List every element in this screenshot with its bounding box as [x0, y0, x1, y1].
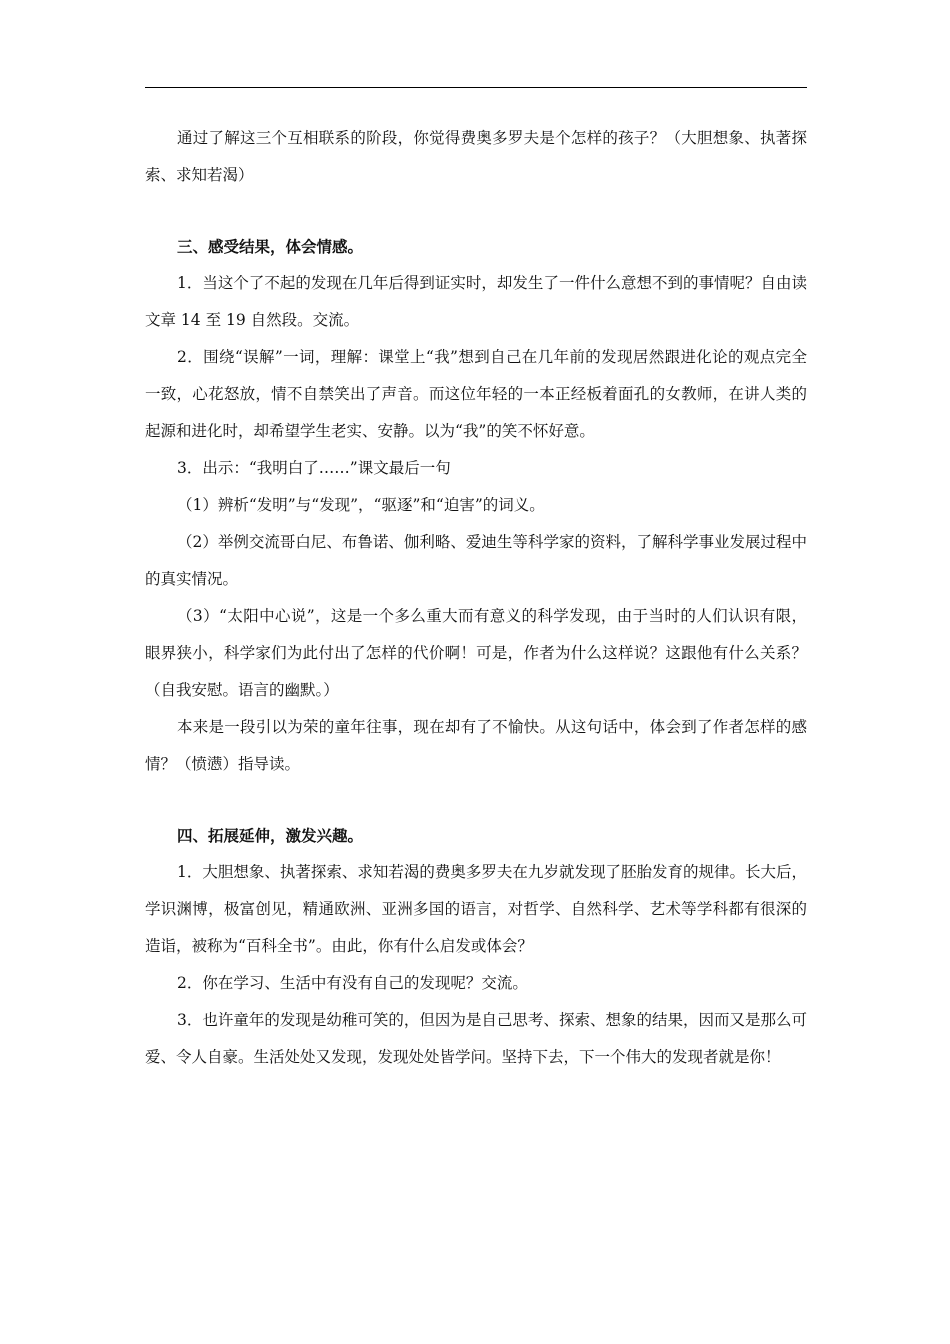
document-body [145, 120, 807, 1076]
section-spacer [145, 783, 807, 817]
section-3-heading: 三、感受结果，体会情感。 [177, 237, 364, 256]
section-4-heading: 四、拓展延伸，激发兴趣。 [177, 826, 364, 845]
section-3-subitem-2: （2）举例交流哥白尼、布鲁诺、伽利略、爱迪生等科学家的资料，了解科学事业发展过程中的真实情况。 [145, 533, 807, 588]
header-rule [145, 87, 807, 88]
section-4-item-3: 3．也许童年的发现是幼稚可笑的，但因为是自己思考、探索、想象的结果，因而又是那么可爱、令人自豪。生活处处又发现，发现处处皆学问。坚持下去，下一个伟大的发现者就是你！ [145, 1011, 807, 1066]
section-3-subitem-3: （3）“太阳中心说”，这是一个多么重大而有意义的科学发现，由于当时的人们认识有限，眼界狭小，科学家们为此付出了怎样的代价啊！可是，作者为什么这样说？这跟他有什么关系？（自我安慰。语言的幽默。） [145, 607, 807, 699]
section-3-subitem-1: （1）辨析“发明”与“发现”，“驱逐”和“迫害”的词义。 [177, 496, 545, 514]
section-4-item-2: 2．你在学习、生活中有没有自己的发现呢？交流。 [177, 974, 528, 992]
section-3-item-1: 1．当这个了不起的发现在几年后得到证实时，却发生了一件什么意想不到的事情呢？自由读文章 14 至 19 自然段。交流。 [145, 274, 807, 329]
section-spacer [145, 194, 807, 228]
section-3-item-2: 2．围绕“误解”一词，理解：课堂上“我”想到自己在几年前的发现居然跟进化论的观点完全一致，心花怒放，情不自禁笑出了声音。而这位年轻的一本正经板着面孔的女教师，在讲人类的起源和进化时，却希望学生老实、安静。以为“我”的笑不怀好意。 [145, 348, 807, 440]
intro-paragraph: 通过了解这三个互相联系的阶段，你觉得费奥多罗夫是个怎样的孩子？（大胆想象、执著探索、求知若渴） [145, 129, 807, 184]
section-4-item-1: 1．大胆想象、执著探索、求知若渴的费奥多罗夫在九岁就发现了胚胎发育的规律。长大后，学识渊博，极富创见，精通欧洲、亚洲多国的语言，对哲学、自然科学、艺术等学科都有很深的造诣，被称为“百科全书”。由此，你有什么启发或体会？ [145, 863, 807, 955]
section-3-item-3: 3．出示：“我明白了……”课文最后一句 [177, 459, 451, 477]
section-3-closing: 本来是一段引以为荣的童年往事，现在却有了不愉快。从这句话中，体会到了作者怎样的感情？（愤懑）指导读。 [145, 718, 807, 773]
